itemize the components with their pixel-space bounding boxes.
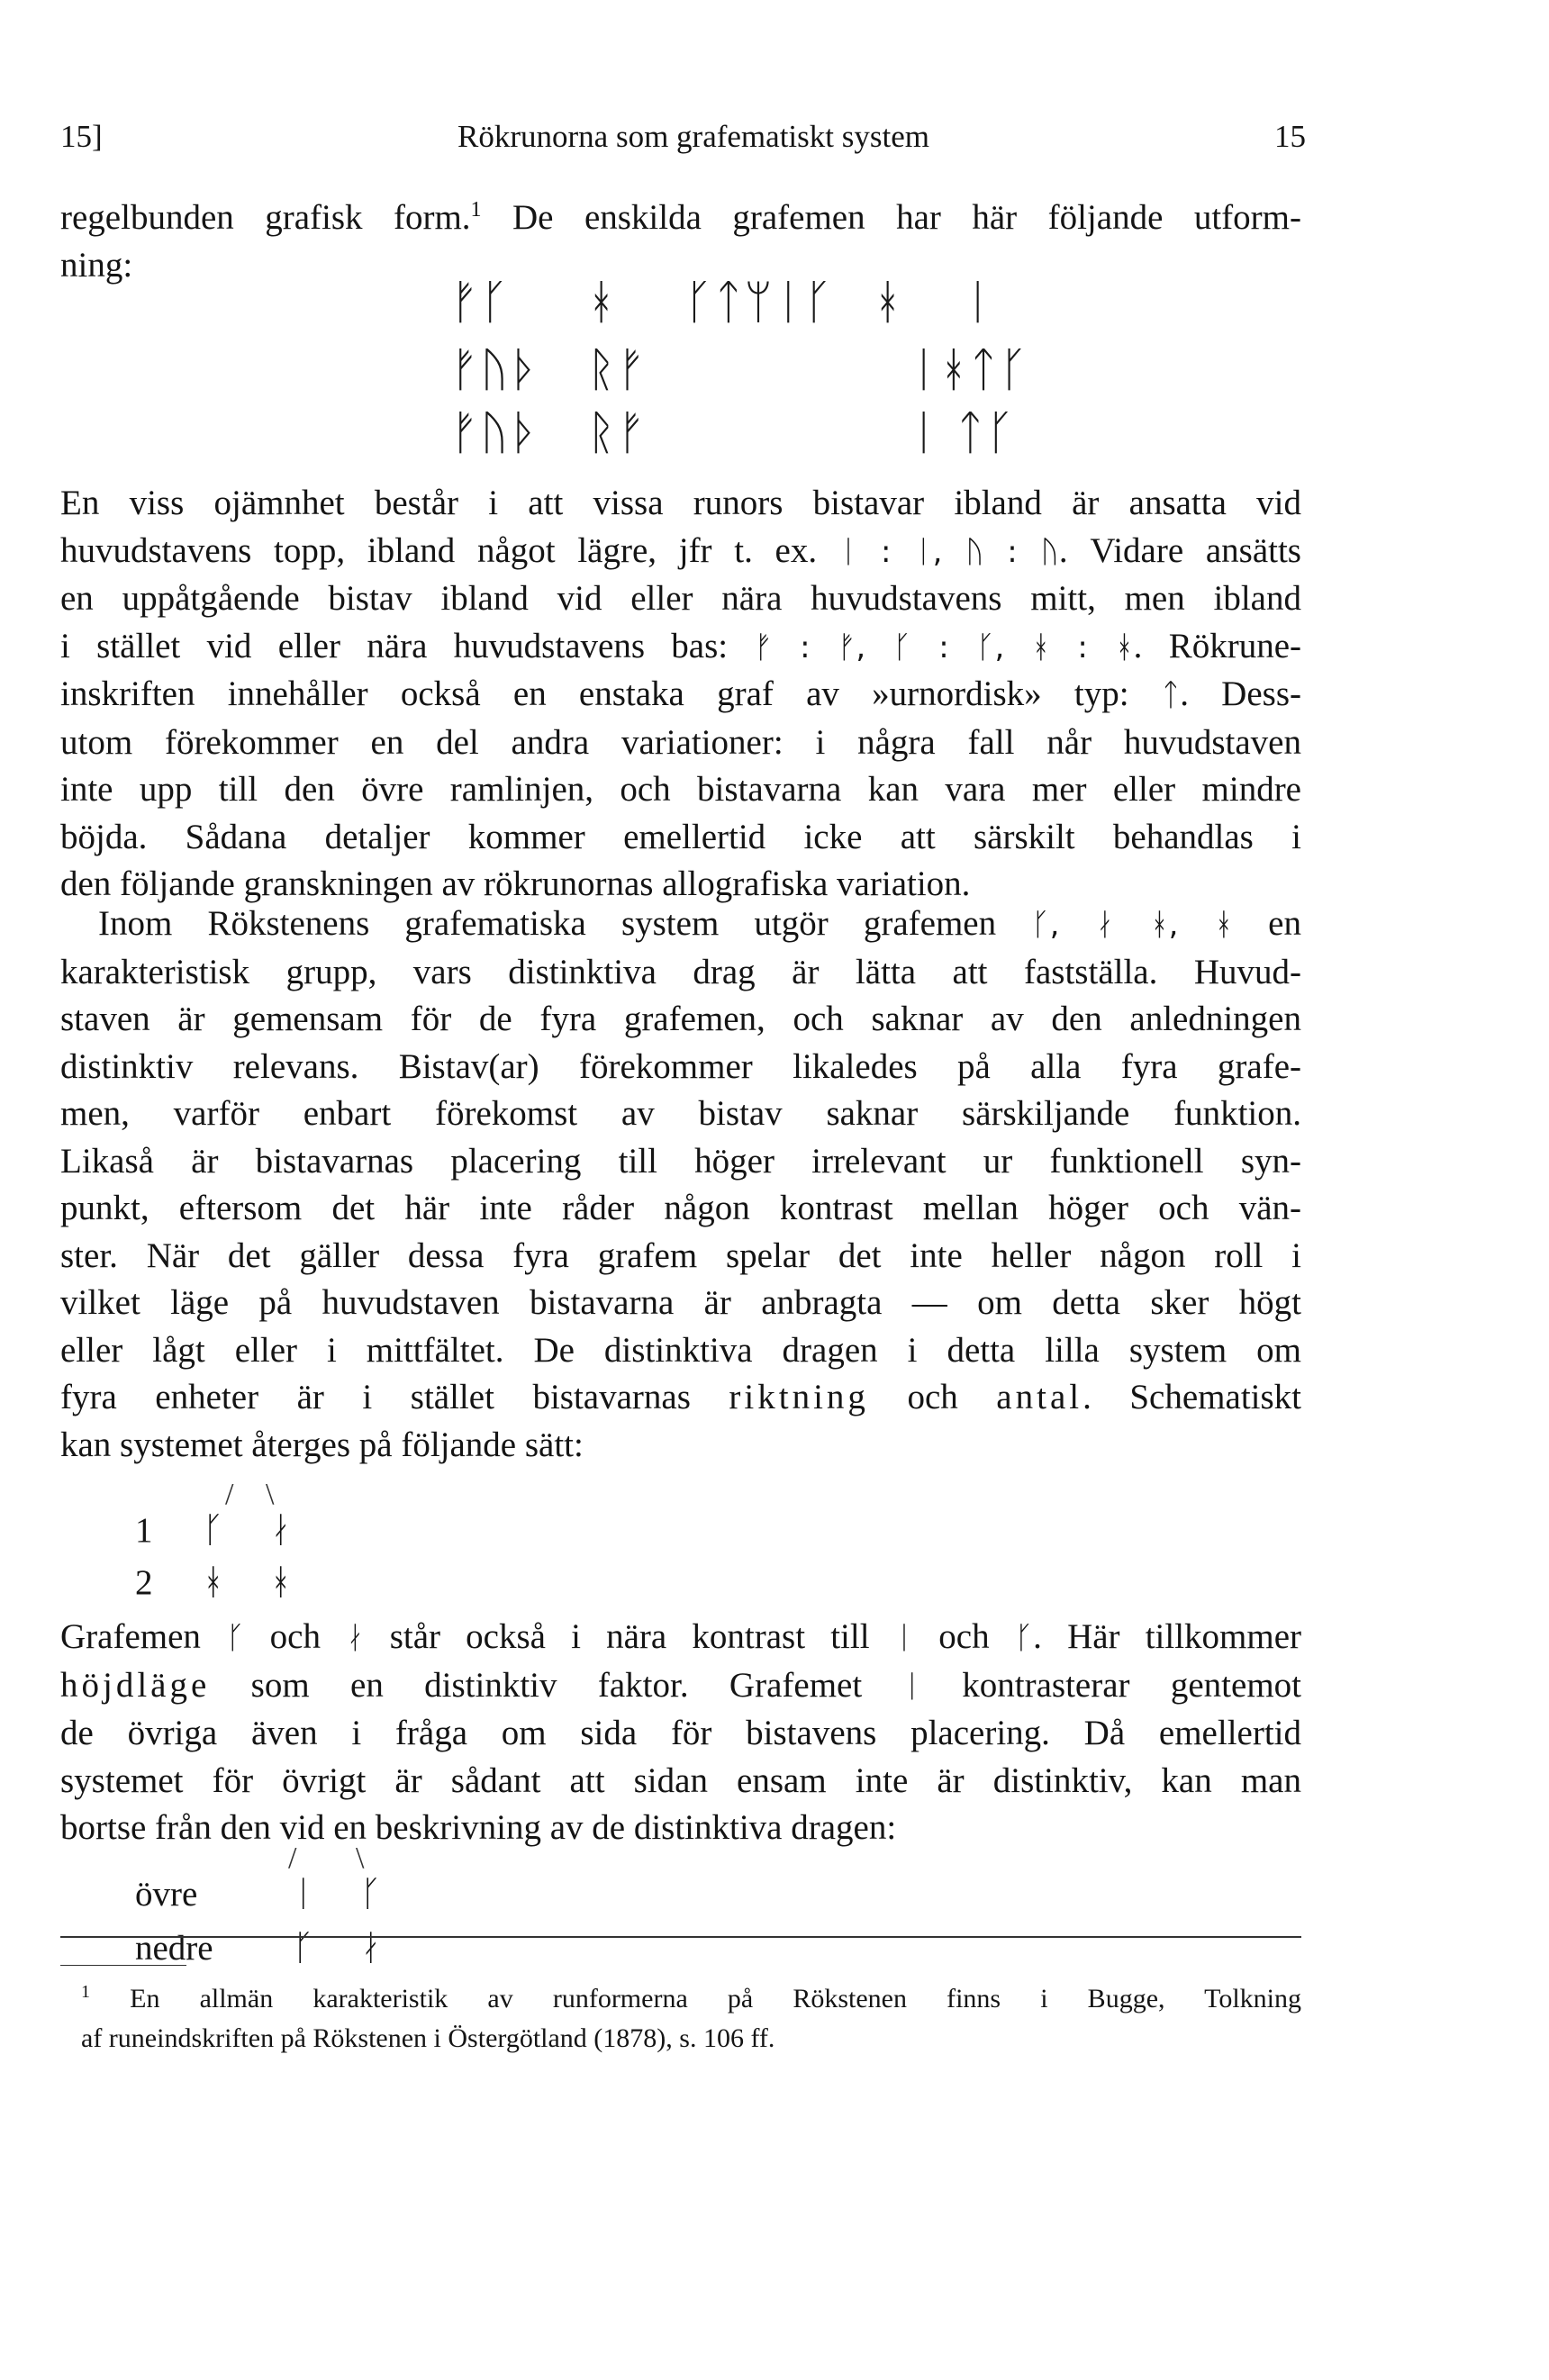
text-line: Likaså är bistavarnas placering till höger irrelevant ur funktionell syn-: [60, 1141, 1301, 1181]
text-line: staven är gemensam för de fyra grafemen, och saknar av den anledningen: [60, 1000, 1301, 1038]
paragraph-variation: [60, 480, 1301, 909]
schema-direction-count: [135, 1478, 405, 1605]
rune-group: ᛁ: [964, 276, 994, 330]
text-line: huvudstavens topp, ibland något lägre, jfr t. ex. ᛁ : ᛁ, ᚢ : ᚢ. Vidare ansätts: [60, 530, 1301, 570]
rune-cell: ᚴ: [293, 1928, 314, 1968]
text-line: ster. När det gäller dessa fyra grafem spelar det inte heller någon roll i: [60, 1235, 1301, 1275]
slash-down-mark: \: [266, 1478, 275, 1511]
text-line: den följande granskningen av rökrunornas allografiska variation.: [60, 864, 971, 903]
text-line: men, varför enbart förekomst av bistav saknar särskiljande funktion.: [60, 1094, 1301, 1133]
rune-cell: ᚼ: [270, 1562, 292, 1603]
schema-row-number: 1: [135, 1511, 153, 1550]
rune-group: ᚱᚠ: [587, 343, 648, 397]
text-line: bortse från den vid en beskrivning av de distinktiva dragen:: [60, 1808, 897, 1847]
footnote-ref: 1: [470, 198, 482, 222]
rune-example: ᚴ: [226, 1620, 245, 1656]
schema-row: [135, 1871, 432, 1918]
schema-underline: [60, 1936, 1301, 1938]
spaced-term: riktning: [729, 1378, 869, 1416]
footnote: [81, 1979, 1301, 2059]
page-number: 15: [1274, 119, 1306, 154]
rune-group: ᚠᚢᚦ: [450, 406, 540, 460]
rune-example: ᛏ: [1161, 677, 1181, 713]
spaced-term: höjdläge: [60, 1665, 211, 1705]
text-line: en uppåtgående bistav ibland vid eller nära huvudstavens mitt, men ibland: [60, 579, 1301, 618]
text-line: karakteristisk grupp, vars distinktiva drag är lätta att fastställa. Huvud-: [60, 952, 1301, 991]
schema-height: [135, 1842, 432, 1970]
text-line: de övriga även i fråga om sida för bistavens placering. Då emellertid: [60, 1714, 1301, 1752]
text-line: systemet för övrigt är sådant att sidan ensam inte är distinktiv, kan man: [60, 1760, 1301, 1800]
rune-group: ᚴᛏᛘᛁᚴ: [684, 276, 835, 330]
slash-up-mark: /: [225, 1478, 234, 1511]
rune-example: ᛁ : ᛁ, ᚢ : ᚢ: [838, 533, 1059, 570]
rune-example: ᛁ: [902, 1668, 921, 1705]
rune-cell: ᛅ: [270, 1510, 292, 1551]
rune-cell: ᚼ: [203, 1562, 224, 1603]
rune-example: ᛁ: [894, 1620, 914, 1656]
text-line: eller lågt eller i mittfältet. De distinktiva dragen i detta lilla system om: [60, 1330, 1301, 1370]
text-line: i stället vid eller nära huvudstavens bas: ᚠ : ᚠ, ᚴ : ᚴ, ᚼ : ᚼ. Rökrune-: [60, 626, 1301, 665]
paragraph-system: [60, 900, 1301, 1469]
schema-row-label: nedre: [135, 1929, 213, 1968]
text-line: utom förekommer en del andra variationer: i några fall når huvudstaven: [60, 722, 1301, 762]
rune-group: ᛁ ᛏᚴ: [910, 406, 1017, 460]
text-line: höjdläge som en distinktiv faktor. Grafemet ᛁ kontrasterar gentemot: [60, 1665, 1301, 1705]
rune-cell: ᛅ: [360, 1928, 382, 1968]
footnote-rule: [60, 1965, 186, 1966]
schema-row-label: övre: [135, 1875, 198, 1914]
text-line: ning:: [60, 245, 133, 285]
schema-row: [135, 1560, 405, 1606]
paragraph-intro: [60, 195, 1301, 289]
text-line: Grafemen ᚴ och ᛅ står också i nära kontrast till ᛁ och ᚴ. Här tillkommer: [60, 1617, 1302, 1656]
text-line: regelbunden grafisk form.$^1$ De enskilda grafemen har här följande utform-: [60, 198, 1301, 237]
rune-group: ᚼ: [587, 276, 618, 330]
rune-example: ᚠ : ᚠ, ᚴ : ᚴ, ᚼ : ᚼ: [754, 629, 1134, 665]
running-title: Rökrunorna som grafematiskt system: [457, 119, 929, 154]
rune-group: ᚱᚠ: [587, 406, 648, 460]
text-line: Inom Rökstenens grafematiska system utgör grafemen ᚴ, ᛅ ᚼ, ᚼ en: [98, 904, 1301, 943]
text-line: kan systemet återges på följande sätt:: [60, 1425, 584, 1464]
footnote-line: $^1$ En allmän karakteristik av runformerna på Rökstenen finns i Bugge, Tolkning: [81, 1982, 1301, 2013]
header-section-marker: 15]: [60, 119, 103, 154]
text-line: punkt, eftersom det här inte råder någon kontrast mellan höger och vän-: [60, 1189, 1301, 1227]
slash-up-mark: /: [288, 1842, 297, 1875]
text-line: böjda. Sådana detaljer kommer emellertid icke att särskilt behandlas i: [60, 817, 1301, 856]
text-line: En viss ojämnhet består i att vissa runors bistavar ibland är ansatta vid: [60, 484, 1301, 522]
text-line: vilket läge på huvudstaven bistavarna är anbragta — om detta sker högt: [60, 1283, 1301, 1322]
paragraph-height: [60, 1614, 1301, 1852]
rune-group: ᚠᚴ: [450, 276, 511, 330]
rune-group: ᚼ: [874, 276, 904, 330]
schema-row: [135, 1507, 405, 1554]
rune-example: ᚴ: [1014, 1620, 1034, 1656]
rune-example: ᚴ, ᛅ ᚼ, ᚼ: [1031, 907, 1234, 943]
spaced-term: antal: [996, 1378, 1083, 1416]
footnote-line: af runeindskriften på Rökstenen i Östergötland (1878), s. 106 ff.: [81, 2023, 775, 2053]
text-line: inskriften innehåller också en enstaka graf av »urnordisk» typ: ᛏ. Dess-: [60, 674, 1301, 713]
text-line: fyra enheter är i stället bistavarnas riktning och antal. Schematiskt: [60, 1378, 1302, 1416]
rune-group: ᛁᚼᛏᚴ: [910, 343, 1029, 397]
rune-cell: ᚴ: [360, 1874, 382, 1914]
slash-down-mark: \: [356, 1842, 365, 1875]
footnote-number: 1: [81, 1982, 90, 2002]
rune-cell: ᛁ: [293, 1874, 314, 1914]
rune-example: ᛅ: [346, 1620, 365, 1656]
schema-row-number: 2: [135, 1563, 153, 1602]
rune-cell: ᚴ: [203, 1510, 224, 1551]
rune-group: ᚠᚢᚦ: [450, 343, 540, 397]
text-line: inte upp till den övre ramlinjen, och bistavarna kan vara mer eller mindre: [60, 770, 1301, 809]
text-line: distinktiv relevans. Bistav(ar) förekommer likaledes på alla fyra grafe-: [60, 1046, 1301, 1086]
